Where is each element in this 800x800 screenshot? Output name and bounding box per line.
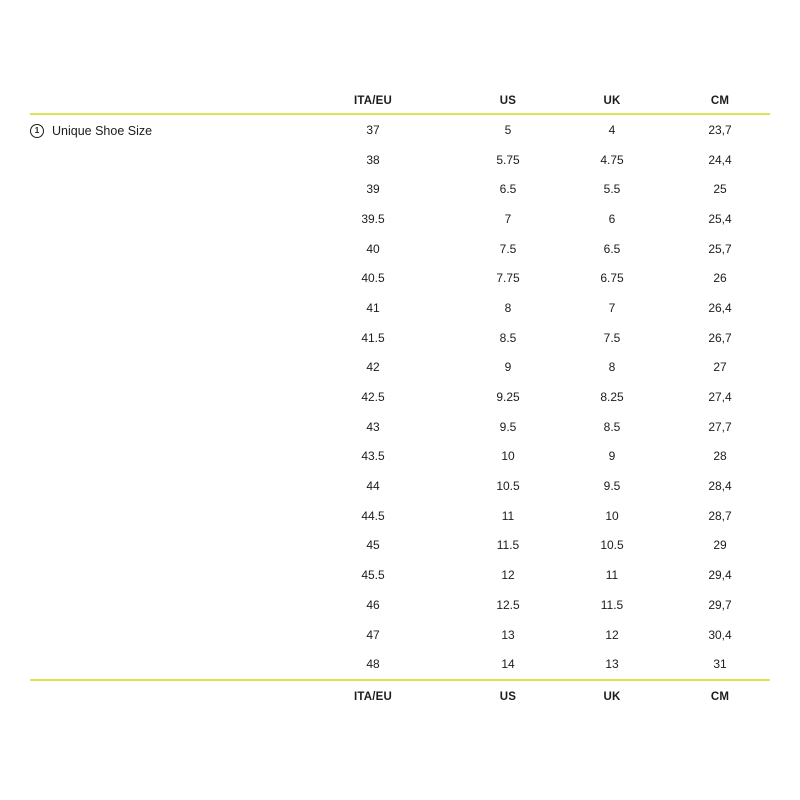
size-cell-cm: 25,4	[708, 211, 732, 226]
size-table-body	[30, 114, 770, 680]
size-cell-cm: 26,4	[708, 300, 732, 315]
row-label-spacer	[30, 293, 284, 323]
table-row	[30, 620, 770, 650]
size-cell-uk: 8.25	[600, 390, 624, 405]
column-header-us: US	[462, 88, 554, 114]
size-cell-uk: 5.5	[603, 182, 621, 197]
size-cell-uk: 12	[605, 627, 619, 642]
size-cell-uk: 10.5	[600, 538, 624, 553]
size-cell-ita-eu: 41.5	[361, 330, 385, 345]
size-cell-us: 9.25	[496, 390, 520, 405]
size-cell-us: 9.5	[499, 419, 517, 434]
header-row	[30, 88, 770, 114]
size-cell-ita-eu: 38	[366, 152, 380, 167]
size-cell-us: 8	[504, 300, 512, 315]
size-cell-uk: 9	[608, 449, 616, 464]
size-cell-us: 13	[501, 627, 515, 642]
column-header-ita-eu: ITA/EU	[284, 88, 462, 114]
size-cell-uk: 6.5	[603, 241, 621, 256]
footer-header-us: US	[462, 680, 554, 713]
size-cell-uk: 8.5	[603, 419, 621, 434]
size-cell-ita-eu: 44.5	[361, 508, 385, 523]
table-row	[30, 323, 770, 353]
size-cell-cm: 26,7	[708, 330, 732, 345]
size-cell-us: 12.5	[496, 597, 520, 612]
header-label-spacer	[30, 88, 284, 114]
row-label-spacer	[30, 145, 284, 175]
footer-header-cm: CM	[670, 680, 770, 713]
size-cell-us: 9	[504, 360, 512, 375]
unique-shoe-size-label	[30, 123, 152, 139]
size-cell-cm: 25,7	[708, 241, 732, 256]
table-row	[30, 412, 770, 442]
size-cell-us: 5.75	[496, 152, 520, 167]
size-cell-cm: 28,7	[708, 508, 732, 523]
size-cell-cm: 27,4	[708, 390, 732, 405]
size-cell-ita-eu: 41	[366, 300, 380, 315]
table-row	[30, 293, 770, 323]
unique-shoe-size-text: Unique Shoe Size	[52, 124, 153, 138]
table-footer	[30, 680, 770, 713]
column-header-cm: CM	[670, 88, 770, 114]
footer-row	[30, 680, 770, 713]
row-label-spacer	[30, 174, 284, 204]
size-cell-ita-eu: 43	[366, 419, 380, 434]
table-row	[30, 234, 770, 264]
row-label-spacer	[30, 442, 284, 472]
size-cell-us: 10.5	[496, 479, 520, 494]
size-cell-us: 6.5	[499, 182, 517, 197]
row-label-spacer	[30, 412, 284, 442]
footer-label-spacer	[30, 680, 284, 713]
row-label-spacer	[30, 234, 284, 264]
size-cell-us: 7.5	[499, 241, 517, 256]
size-cell-cm: 27	[713, 360, 727, 375]
size-cell-us: 7.75	[496, 271, 520, 286]
size-cell-cm: 24,4	[708, 152, 732, 167]
row-label-spacer	[30, 531, 284, 561]
table-row	[30, 649, 770, 680]
row-label-spacer	[30, 560, 284, 590]
size-cell-ita-eu: 39.5	[361, 211, 385, 226]
size-cell-ita-eu: 45.5	[361, 568, 385, 583]
size-cell-uk: 9.5	[603, 479, 621, 494]
row-label-spacer	[30, 204, 284, 234]
size-cell-cm: 29,4	[708, 568, 732, 583]
size-cell-ita-eu: 48	[366, 657, 380, 672]
size-cell-uk: 13	[605, 657, 619, 672]
table-row	[30, 263, 770, 293]
size-cell-cm: 29,7	[708, 597, 732, 612]
table-row	[30, 531, 770, 561]
size-cell-ita-eu: 45	[366, 538, 380, 553]
row-label-spacer	[30, 263, 284, 293]
size-cell-ita-eu: 42.5	[361, 390, 385, 405]
table-row	[30, 204, 770, 234]
table-row	[30, 471, 770, 501]
table-row	[30, 145, 770, 175]
size-cell-cm: 30,4	[708, 627, 732, 642]
size-cell-us: 12	[501, 568, 515, 583]
size-cell-uk: 8	[608, 360, 616, 375]
size-cell-uk: 11.5	[600, 597, 624, 612]
size-cell-us: 8.5	[499, 330, 517, 345]
size-cell-uk: 6	[608, 211, 616, 226]
size-cell-cm: 27,7	[708, 419, 732, 434]
size-cell-us: 11	[501, 508, 515, 523]
row-label-spacer	[30, 382, 284, 412]
size-cell-ita-eu: 47	[366, 627, 380, 642]
column-header-uk: UK	[554, 88, 670, 114]
table-row	[30, 501, 770, 531]
size-cell-ita-eu: 40.5	[361, 271, 385, 286]
size-cell-us: 10	[501, 449, 515, 464]
table-row	[30, 353, 770, 383]
size-cell-us: 5	[504, 122, 512, 137]
table-row	[30, 382, 770, 412]
size-cell-us: 14	[501, 657, 515, 672]
table-row	[30, 174, 770, 204]
footer-header-ita-eu: ITA/EU	[284, 680, 462, 713]
size-cell-cm: 26	[713, 271, 727, 286]
footnote-1-icon: 1	[30, 124, 44, 138]
size-cell-cm: 25	[713, 182, 727, 197]
size-cell-cm: 23,7	[708, 122, 732, 137]
row-label-spacer	[30, 620, 284, 650]
table-header	[30, 88, 770, 114]
size-cell-ita-eu: 43.5	[361, 449, 385, 464]
row-label-spacer	[30, 501, 284, 531]
size-cell-uk: 10	[605, 508, 619, 523]
size-cell-uk: 7.5	[603, 330, 621, 345]
size-cell-cm: 29	[713, 538, 727, 553]
size-conversion-table	[30, 88, 770, 713]
row-label-spacer	[30, 353, 284, 383]
size-cell-ita-eu: 37	[366, 122, 380, 137]
size-cell-uk: 4.75	[600, 152, 624, 167]
size-cell-uk: 4	[608, 122, 616, 137]
size-cell-cm: 28,4	[708, 479, 732, 494]
size-chart	[30, 88, 770, 713]
size-cell-uk: 6.75	[600, 271, 624, 286]
size-cell-uk: 11	[605, 568, 619, 583]
row-label-spacer	[30, 323, 284, 353]
size-cell-ita-eu: 39	[366, 182, 380, 197]
size-cell-ita-eu: 44	[366, 479, 380, 494]
footer-header-uk: UK	[554, 680, 670, 713]
size-cell-cm: 28	[713, 449, 727, 464]
size-cell-us: 7	[504, 211, 512, 226]
size-cell-ita-eu: 46	[366, 597, 380, 612]
table-row	[30, 590, 770, 620]
size-cell-ita-eu: 40	[366, 241, 380, 256]
size-cell-us: 11.5	[496, 538, 520, 553]
row-label-spacer	[30, 649, 284, 680]
row-label-spacer	[30, 590, 284, 620]
row-label-spacer	[30, 471, 284, 501]
size-cell-ita-eu: 42	[366, 360, 380, 375]
table-row	[30, 560, 770, 590]
table-row	[30, 442, 770, 472]
size-cell-cm: 31	[713, 657, 727, 672]
size-cell-uk: 7	[608, 300, 616, 315]
